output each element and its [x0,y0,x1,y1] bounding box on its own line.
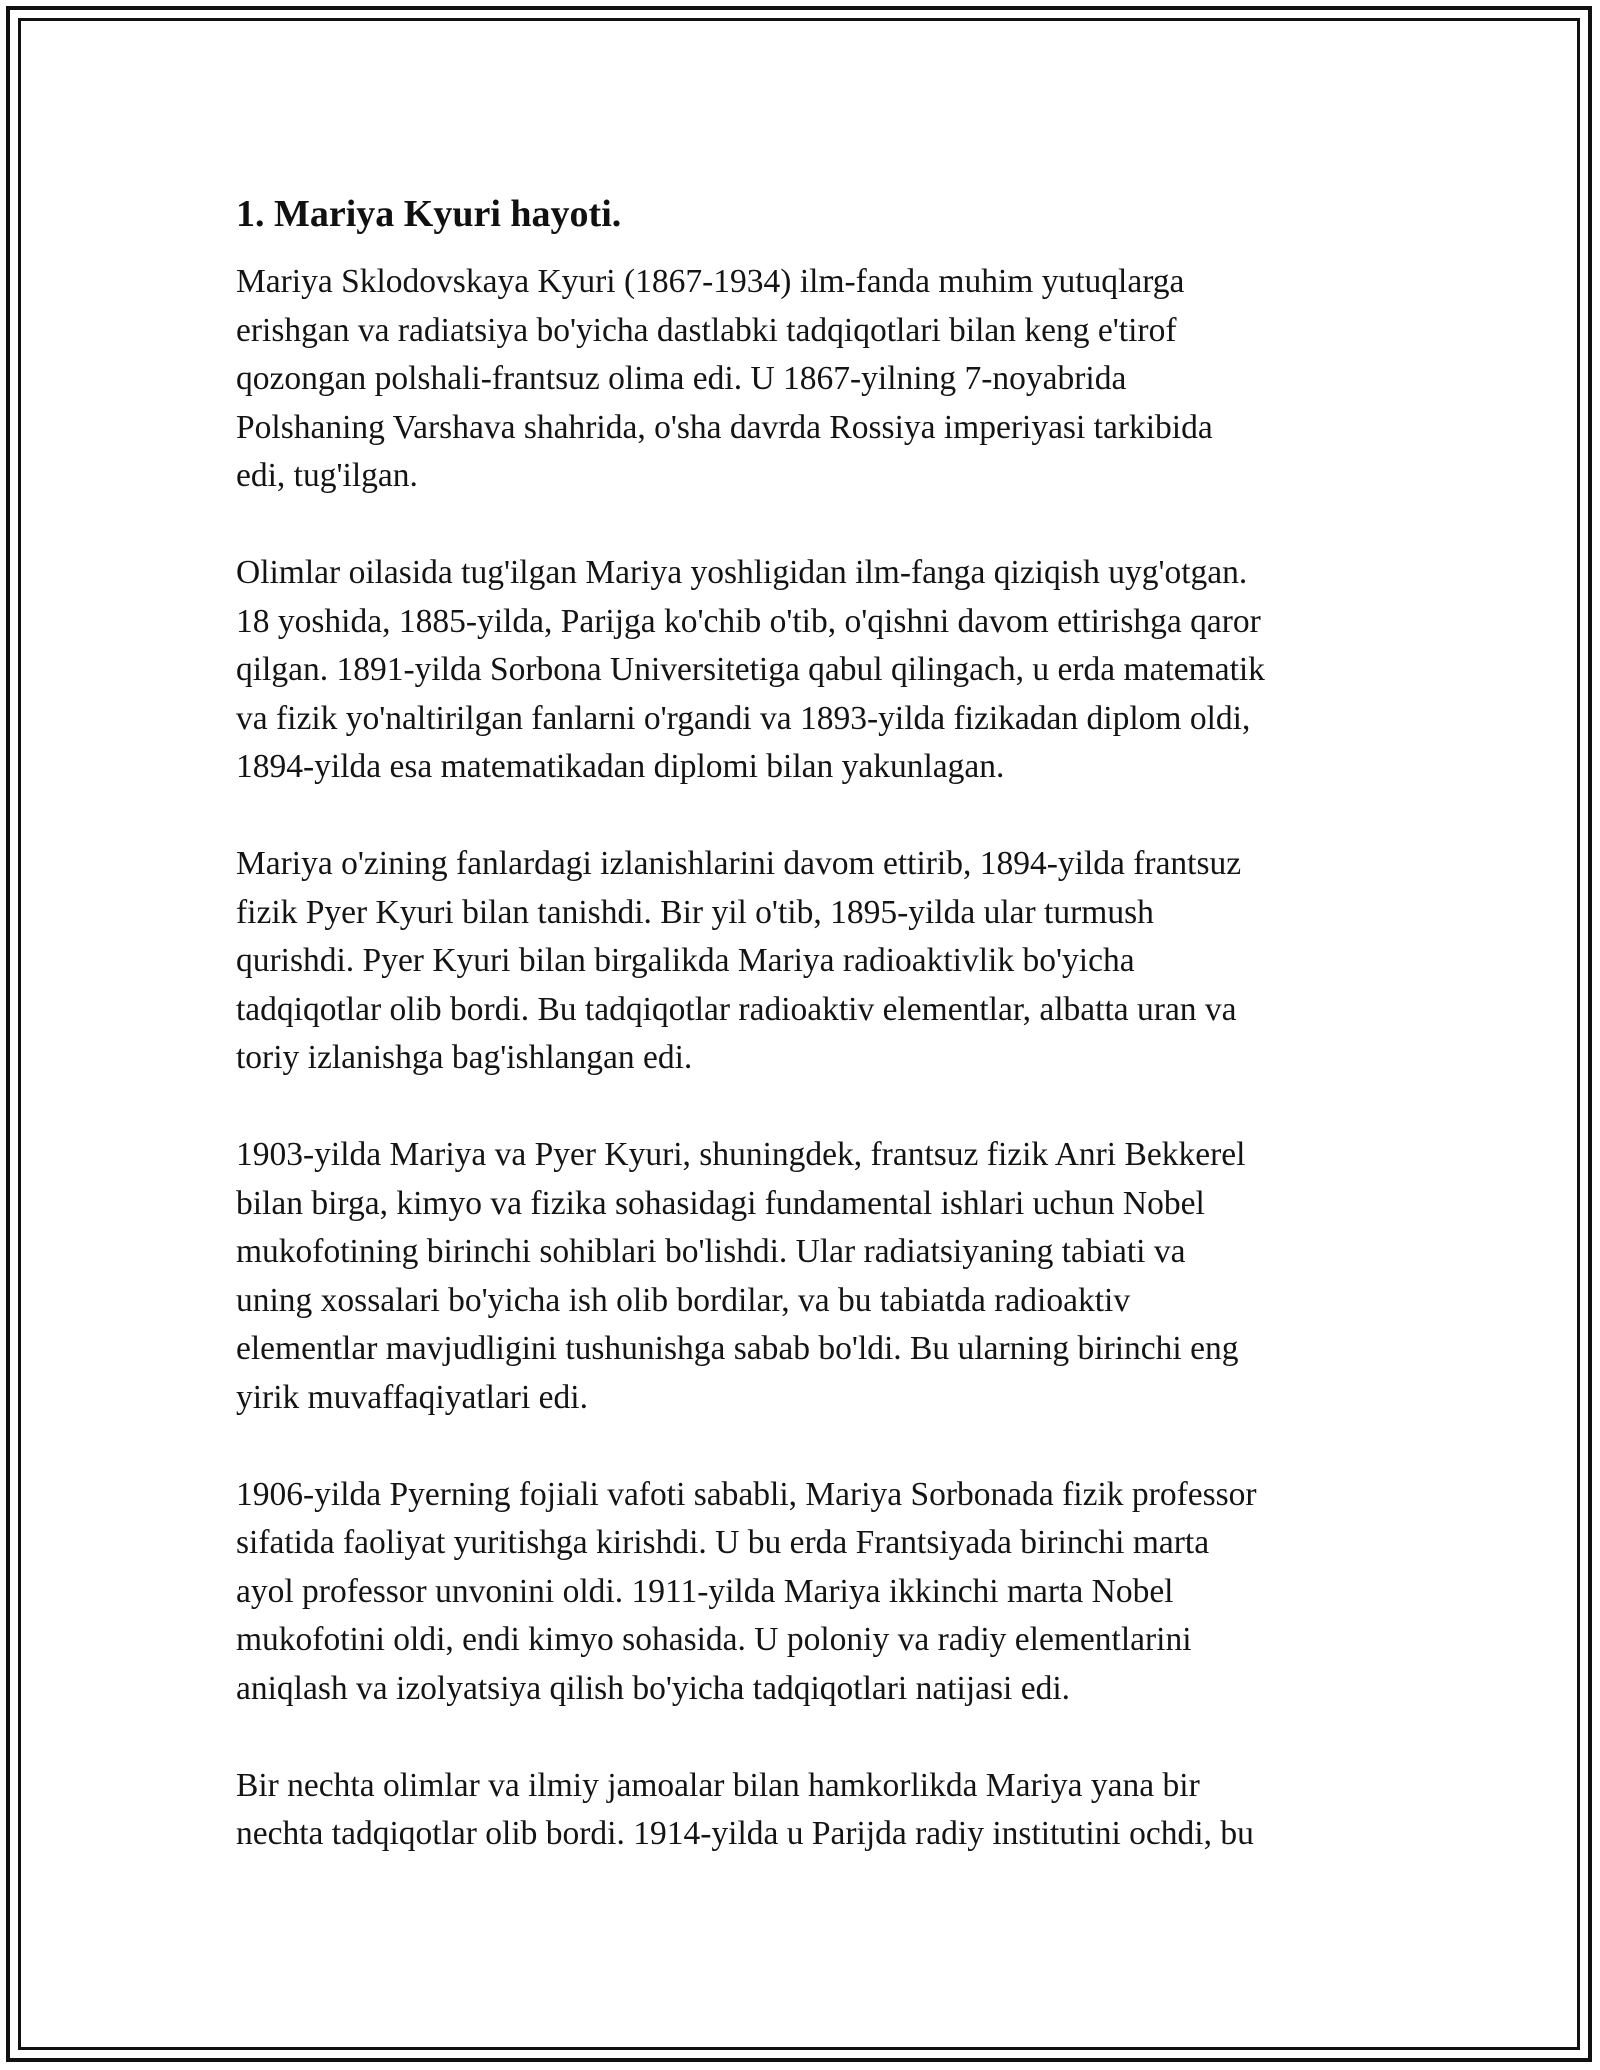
text-line: mukofotining birinchi sohiblari bo'lishdi. Ular radiatsiyaning tabiati va [236,1233,1186,1270]
text-line: toriy izlanishga bag'ishlangan edi. [236,1039,693,1076]
text-line: bilan birga, kimyo va fizika sohasidagi fundamental ishlari uchun Nobel [236,1184,1205,1222]
text-line: Mariya Sklodovskaya Kyuri (1867-1934) ilm-fanda muhim yutuqlarga [236,263,1185,300]
text-line: Bir nechta olimlar va ilmiy jamoalar bilan hamkorlikda Mariya yana bir [236,1766,1200,1804]
text-line: 18 yoshida, 1885-yilda, Parijga ko'chib o'tib, o'qishni davom ettirishga qaror [236,602,1261,640]
text-line: yirik muvaffaqiyatlari edi. [236,1378,588,1416]
text-line: Polshaning Varshava shahrida, o'sha davrda Rossiya imperiyasi tarkibida [236,408,1213,446]
text-line: erishgan va radiatsiya bo'yicha dastlabki tadqiqotlari bilan keng e'tirof [236,311,1177,349]
text-line: tadqiqotlar olib bordi. Bu tadqiqotlar radioaktiv elementlar, albatta uran va [236,990,1237,1028]
paragraph-5 [236,1471,1386,1714]
text-line: va fizik yo'naltirilgan fanlarni o'rgandi va 1893-yilda fizikadan diplom oldi, [236,699,1251,737]
text-line: qilgan. 1891-yilda Sorbona Universitetiga qabul qilingach, u erda matematik [236,651,1265,688]
paragraph-3 [236,840,1386,1083]
text-line: qozongan polshali-frantsuz olima edi. U 1867-yilning 7-noyabrida [236,360,1127,397]
text-line: uning xossalari bo'yicha ish olib bordilar, va bu tabiatda radioaktiv [236,1281,1131,1319]
text-line: nechta tadqiqotlar olib bordi. 1914-yilda u Parijda radiy institutini ochdi, bu [236,1815,1254,1852]
paragraph-1 [236,258,1386,501]
text-line: sifatida faoliyat yuritishga kirishdi. U bu erda Frantsiyada birinchi marta [236,1524,1210,1561]
text-line: edi, tug'ilgan. [236,457,418,494]
text-line: 1903-yilda Mariya va Pyer Kyuri, shuningdek, frantsuz fizik Anri Bekkerel [236,1136,1246,1173]
text-line: ayol professor unvonini oldi. 1911-yilda Mariya ikkinchi marta Nobel [236,1572,1174,1610]
text-line: fizik Pyer Kyuri bilan tanishdi. Bir yil o'tib, 1895-yilda ular turmush [236,893,1154,931]
text-line: mukofotini oldi, endi kimyo sohasida. U poloniy va radiy elementlarini [236,1621,1192,1658]
text-line: 1894-yilda esa matematikadan diplomi bilan yakunlagan. [236,748,1005,785]
text-line: aniqlash va izolyatsiya qilish bo'yicha tadqiqotlari natijasi edi. [236,1669,1071,1707]
text-line: Mariya o'zining fanlardagi izlanishlarini davom ettirib, 1894-yilda frantsuz [236,845,1242,882]
text-line: 1906-yilda Pyerning fojiali vafoti sababli, Mariya Sorbonada fizik professor [236,1475,1257,1513]
text-line: qurishdi. Pyer Kyuri bilan birgalikda Mariya radioaktivlik bo'yicha [236,942,1135,979]
paragraph-4 [236,1131,1386,1422]
text-line: Olimlar oilasida tug'ilgan Mariya yoshligidan ilm-fanga qiziqish uyg'otgan. [236,554,1248,591]
section-heading: 1. Mariya Kyuri hayoti. [236,193,622,235]
text-line: elementlar mavjudligini tushunishga sabab bo'ldi. Bu ularning birinchi eng [236,1330,1239,1367]
paragraph-2 [236,549,1386,792]
document-body [236,190,1386,1907]
paragraph-6 [236,1762,1386,1859]
